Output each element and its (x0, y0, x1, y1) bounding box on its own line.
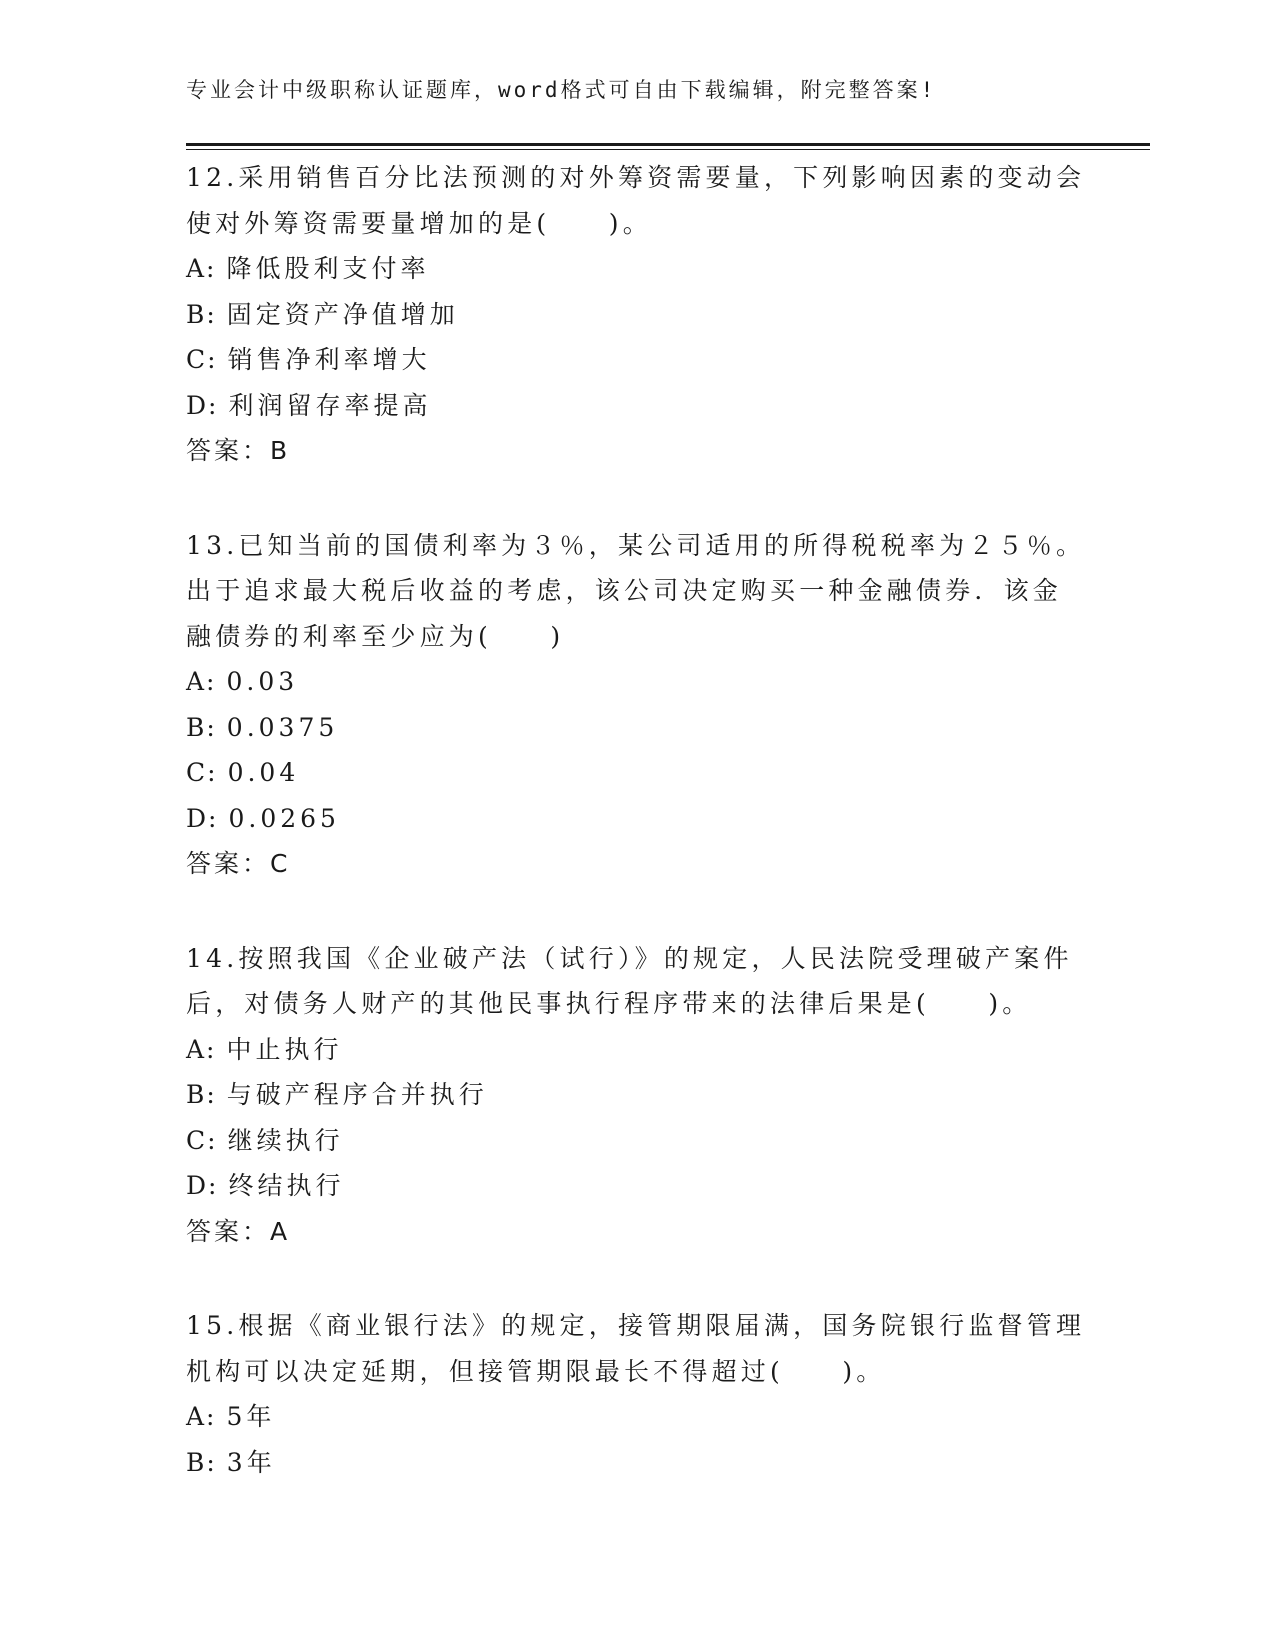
stem-line: 出于追求最大税后收益的考虑，该公司决定购买一种金融债券．该金 (186, 576, 1063, 605)
question-15 (186, 1303, 1086, 1485)
option-key: B: (186, 1080, 217, 1109)
option-b (186, 292, 1086, 338)
option-key: A: (186, 1402, 217, 1431)
option-key: C: (186, 1125, 218, 1155)
stem-line: 后，对债务人财产的其他民事执行程序带来的法律后果是( )。 (186, 989, 1032, 1018)
question-stem (186, 1303, 1086, 1394)
option-key: D: (186, 803, 219, 833)
option-b (186, 1440, 1086, 1486)
option-text: 与破产程序合并执行 (226, 1080, 488, 1109)
option-key: B: (186, 299, 217, 329)
option-text: 0.04 (227, 758, 300, 787)
option-key: C: (186, 345, 218, 374)
stem-line: 13.已知当前的国债利率为３％，某公司适用的所得税税率为２５％。 (186, 530, 1086, 560)
option-key: C: (186, 758, 218, 787)
option-text: 0.03 (226, 667, 299, 696)
question-list (186, 155, 1086, 1534)
answer-line: 答案：B (186, 436, 291, 465)
option-text: 利润留存率提高 (228, 390, 432, 420)
option-key: A: (186, 1034, 217, 1064)
question-12 (186, 155, 1086, 474)
option-a (186, 1027, 1086, 1073)
question-13 (186, 523, 1086, 887)
option-d (186, 796, 1086, 842)
option-text: 继续执行 (227, 1125, 344, 1155)
document-header: 专业会计中级职称认证题库，word格式可自由下载编辑，附完整答案! (186, 78, 937, 102)
option-text: 中止执行 (226, 1034, 343, 1064)
option-c (186, 337, 1086, 383)
option-text: 0.0375 (226, 712, 339, 742)
option-text: 5年 (226, 1402, 276, 1431)
option-b (186, 705, 1086, 751)
option-c (186, 750, 1086, 796)
option-b (186, 1072, 1086, 1118)
answer-line: 答案：C (186, 849, 291, 878)
option-key: B: (186, 1447, 217, 1477)
option-d (186, 383, 1086, 429)
header-rule-thin (186, 149, 1150, 150)
question-14 (186, 936, 1086, 1255)
option-key: A: (186, 254, 217, 283)
option-key: A: (186, 667, 217, 696)
question-stem (186, 523, 1086, 660)
option-text: 终结执行 (228, 1171, 345, 1200)
option-key: D: (186, 390, 219, 420)
option-text: 0.0265 (228, 803, 340, 833)
option-d (186, 1163, 1086, 1209)
option-key: D: (186, 1171, 219, 1200)
option-key: B: (186, 712, 217, 742)
stem-line: 15.根据《商业银行法》的规定，接管期限届满，国务院银行监督管理 (186, 1311, 1086, 1340)
stem-line: 融债券的利率至少应为( ) (186, 621, 565, 651)
option-a (186, 1394, 1086, 1440)
answer-line: 答案：A (186, 1216, 291, 1246)
question-stem (186, 155, 1086, 246)
option-text: 3年 (226, 1447, 276, 1477)
stem-line: 14.按照我国《企业破产法（试行）》的规定，人民法院受理破产案件 (186, 943, 1073, 973)
stem-line: 机构可以决定延期，但接管期限最长不得超过( )。 (186, 1356, 886, 1386)
option-text: 销售净利率增大 (227, 345, 431, 374)
option-text: 固定资产净值增加 (226, 299, 459, 329)
header-rule-thick (186, 143, 1150, 146)
option-a (186, 246, 1086, 292)
question-stem (186, 936, 1086, 1027)
stem-line: 使对外筹资需要量增加的是( )。 (186, 208, 652, 238)
option-a (186, 659, 1086, 705)
option-text: 降低股利支付率 (226, 254, 430, 283)
option-c (186, 1118, 1086, 1164)
stem-line: 12.采用销售百分比法预测的对外筹资需要量，下列影响因素的变动会 (186, 163, 1086, 192)
